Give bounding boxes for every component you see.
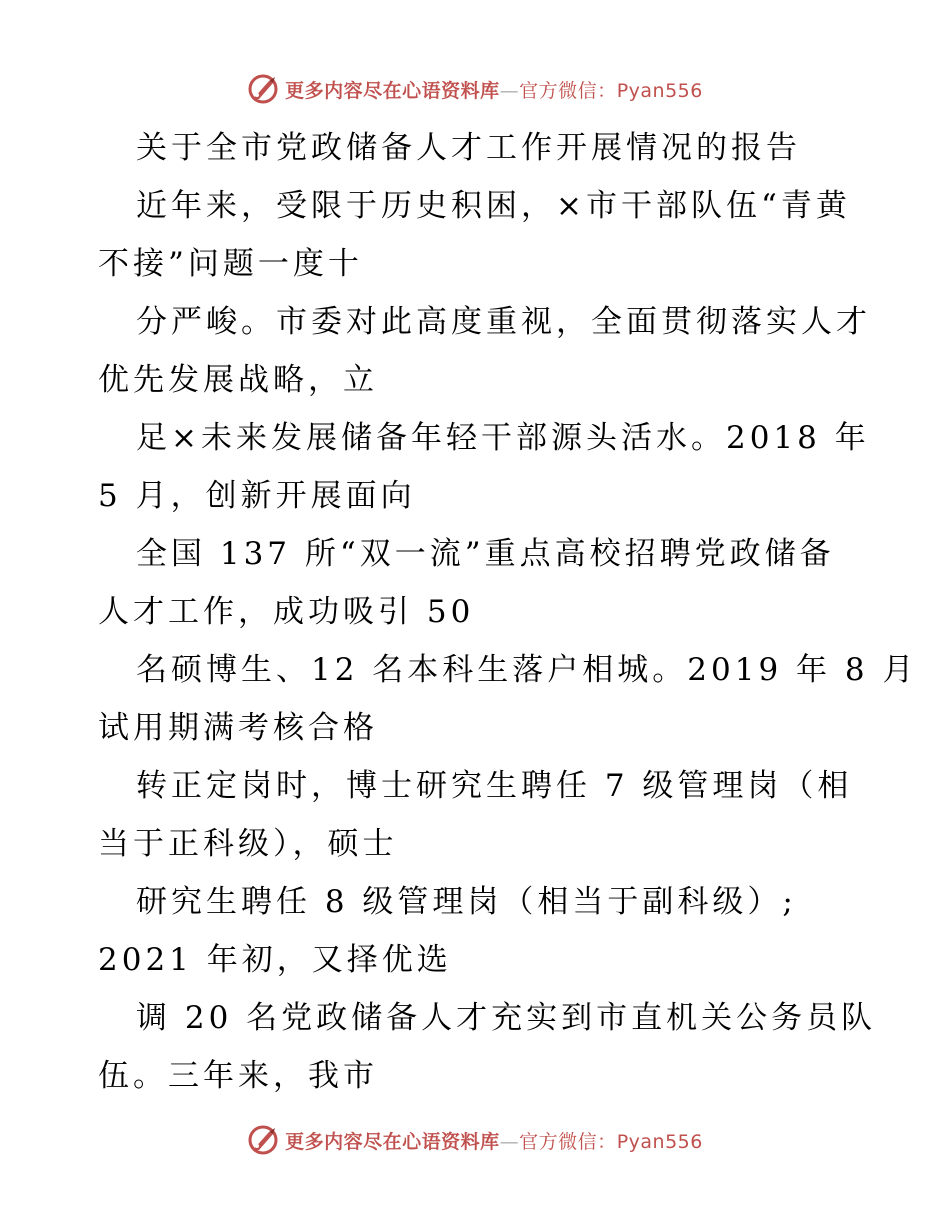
paragraph-line: 全国 137 所“双一流”重点高校招聘党政储备: [136, 536, 835, 572]
watermark-wechat-id: Pyan556: [616, 1130, 703, 1153]
paragraph-line: 伍。三年来，我市: [98, 1058, 378, 1094]
paragraph-line: 5 月，创新开展面向: [98, 478, 416, 514]
watermark-text: [285, 76, 703, 103]
paragraph-line: 近年来，受限于历史积困，×市干部队伍“青黄: [136, 188, 851, 224]
paragraph-line: 人才工作，成功吸引 50: [98, 594, 475, 630]
quill-pen-logo-icon: [247, 73, 279, 105]
watermark-dash: —: [499, 79, 520, 102]
watermark-site: 更多内容尽在心语资料库: [285, 1130, 500, 1153]
watermark-banner-top: [0, 71, 950, 107]
document-title: 关于全市党政储备人才工作开展情况的报告: [136, 130, 801, 166]
watermark-site: 更多内容尽在心语资料库: [285, 79, 500, 102]
paragraph-line: 当于正科级），硕士: [98, 826, 398, 862]
quill-pen-logo-icon: [247, 1124, 279, 1156]
watermark-banner-bottom: [0, 1122, 950, 1158]
watermark-dash: —: [499, 1130, 520, 1153]
paragraph-line: 研究生聘任 8 级管理岗（相当于副科级）;: [136, 884, 797, 920]
watermark-wechat-id: Pyan556: [616, 79, 703, 102]
watermark-wechat-label: 官方微信：: [519, 1130, 617, 1153]
paragraph-line: 不接”问题一度十: [98, 246, 363, 282]
paragraph-line: 转正定岗时，博士研究生聘任 7 级管理岗（相: [136, 768, 853, 804]
paragraph-line: 2021 年初，又择优选: [98, 942, 452, 978]
paragraph-line: 分严峻。市委对此高度重视，全面贯彻落实人才: [136, 304, 871, 340]
paragraph-line: 调 20 名党政储备人才充实到市直机关公务员队: [136, 1000, 877, 1036]
paragraph-line: 名硕博生、12 名本科生落户相城。2019 年 8 月: [136, 652, 918, 688]
paragraph-line: 优先发展战略，立: [98, 362, 378, 398]
watermark-text: [285, 1127, 703, 1154]
paragraph-line: 足×未来发展储备年轻干部源头活水。2018 年: [136, 420, 870, 456]
paragraph-line: 试用期满考核合格: [98, 710, 378, 746]
watermark-wechat-label: 官方微信：: [519, 79, 617, 102]
